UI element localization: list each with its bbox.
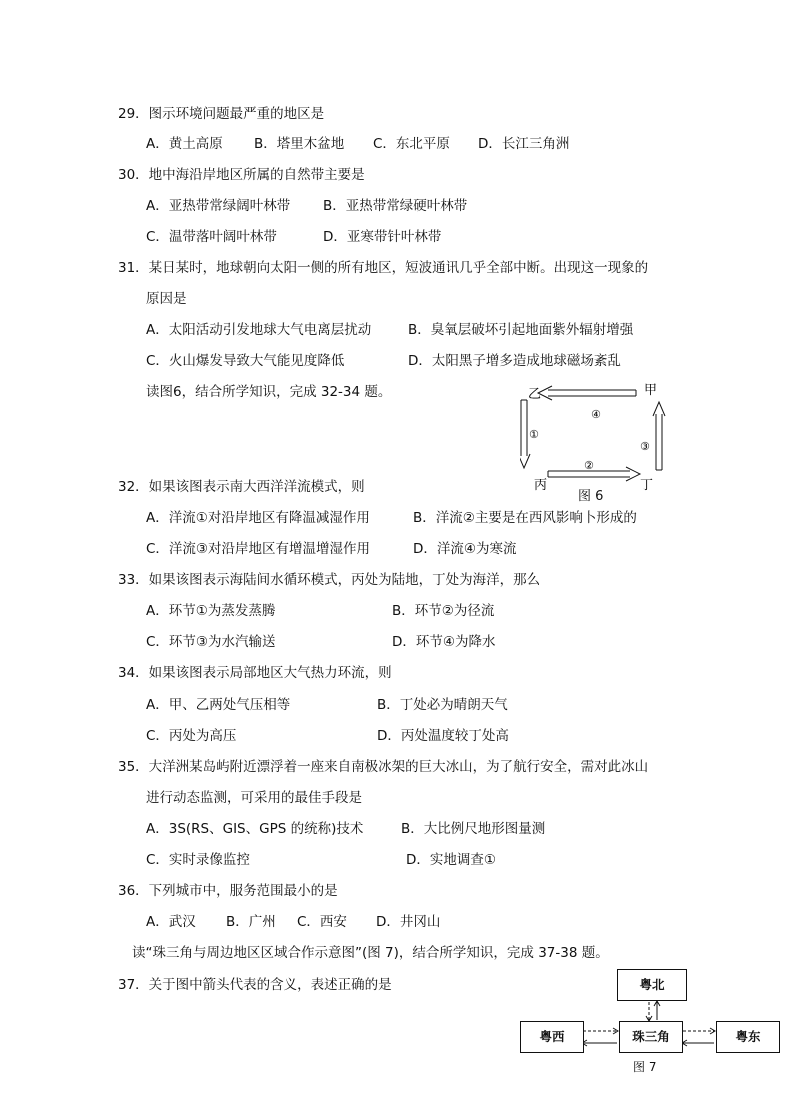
q31-stem-line2: 原因是 xyxy=(146,291,187,307)
q34-option-a: A．甲、乙两处气压相等 xyxy=(146,697,291,713)
q35-option-b: B．大比例尺地形图量测 xyxy=(401,821,546,837)
q31-stem-line1: 31．某日某时，地球朝向太阳一侧的所有地区，短波通讯几乎全部中断。出现这一现象的 xyxy=(118,260,649,276)
q30-option-a: A．亚热带常绿阔叶林带 xyxy=(146,198,291,214)
q36-option-c: C．西安 xyxy=(297,914,347,930)
q33-option-d: D．环节④为降水 xyxy=(392,634,496,650)
q29-option-c: C．东北平原 xyxy=(373,136,450,152)
q30-option-d: D．亚寒带针叶林带 xyxy=(323,229,442,245)
q32-option-c: C．洋流③对沿岸地区有增温增湿作用 xyxy=(146,541,371,557)
q32-option-b: B．洋流②主要是在西风影响卜形成的 xyxy=(413,510,637,526)
q36-option-b: B．广州 xyxy=(226,914,276,930)
q35-option-c: C．实时录像监控 xyxy=(146,852,250,868)
q32-option-d: D．洋流④为寒流 xyxy=(413,541,517,557)
label-c4: ④ xyxy=(591,408,601,421)
q31-option-b: B．臭氧层破坏引起地面紫外辐射增强 xyxy=(408,322,634,338)
q31-option-d: D．太阳黑子增多造成地球磁场紊乱 xyxy=(408,353,621,369)
q36-option-a: A．武汉 xyxy=(146,914,196,930)
intro-37-38: 读“珠三角与周边地区区域合作示意图”(图 7)，结合所学知识，完成 37-38 题。 xyxy=(132,945,609,961)
q33-option-a: A．环节①为蒸发蒸腾 xyxy=(146,603,276,619)
q29-option-b: B．塔里木盆地 xyxy=(254,136,345,152)
q29-option-d: D．长江三角洲 xyxy=(478,136,570,152)
arrow-center-east xyxy=(682,1028,715,1046)
box-yuebei: 粤北 xyxy=(617,969,687,1001)
q36-option-d: D．井冈山 xyxy=(376,914,441,930)
q30-option-b: B．亚热带常绿硬叶林带 xyxy=(323,198,468,214)
q30-stem: 30．地中海沿岸地区所属的自然带主要是 xyxy=(118,167,365,183)
q37-stem: 37．关于图中箭头代表的含义，表述正确的是 xyxy=(118,977,392,993)
q34-option-d: D．丙处温度较丁处高 xyxy=(377,728,509,744)
q35-option-d: D．实地调查① xyxy=(406,852,496,868)
q31-option-c: C．火山爆发导致大气能见度降低 xyxy=(146,353,345,369)
q35-option-a: A．3S(RS、GIS、GPS 的统称)技术 xyxy=(146,821,364,837)
arrow-3-right xyxy=(653,402,665,470)
arrow-west-center xyxy=(582,1028,618,1046)
q34-option-c: C．丙处为高压 xyxy=(146,728,237,744)
arrow-2-bottom xyxy=(548,467,640,481)
q32-option-a: A．洋流①对沿岸地区有降温减湿作用 xyxy=(146,510,370,526)
q34-stem: 34．如果该图表示局部地区大气热力环流，则 xyxy=(118,665,392,681)
arrow-4-top xyxy=(538,386,636,400)
q29-option-a: A．黄土高原 xyxy=(146,136,223,152)
label-ding: 丁 xyxy=(640,478,654,493)
label-bing: 丙 xyxy=(534,478,548,493)
label-yi: 乙 xyxy=(528,387,542,402)
q33-stem: 33．如果该图表示海陆间水循环模式，丙处为陆地，丁处为海洋，那么 xyxy=(118,572,541,588)
figure-6 xyxy=(520,378,680,503)
label-c2: ② xyxy=(584,459,594,472)
box-yuexi: 粤西 xyxy=(520,1021,584,1053)
intro-32-34: 读图6，结合所学知识，完成 32-34 题。 xyxy=(146,384,392,400)
arrow-north-center xyxy=(646,1001,660,1021)
box-yuedong: 粤东 xyxy=(716,1021,780,1053)
label-c3: ③ xyxy=(640,440,650,453)
q30-option-c: C．温带落叶阔叶林带 xyxy=(146,229,277,245)
q29-stem: 29．图示环境问题最严重的地区是 xyxy=(118,106,325,122)
q35-stem-line1: 35．大洋洲某岛屿附近漂浮着一座来自南极冰架的巨大冰山，为了航行安全，需对此冰山 xyxy=(118,759,649,775)
figure-7-caption: 图 7 xyxy=(633,1060,657,1074)
q31-option-a: A．太阳活动引发地球大气电离层扰动 xyxy=(146,322,372,338)
q33-option-b: B．环节②为径流 xyxy=(392,603,495,619)
figure-6-caption: 图 6 xyxy=(578,489,604,504)
q34-option-b: B．丁处必为晴朗天气 xyxy=(377,697,508,713)
q32-stem: 32．如果该图表示南大西洋洋流模式，则 xyxy=(118,479,365,495)
label-jia: 甲 xyxy=(644,383,658,398)
q36-stem: 36．下列城市中，服务范围最小的是 xyxy=(118,883,338,899)
label-c1: ① xyxy=(529,428,539,441)
q33-option-c: C．环节③为水汽输送 xyxy=(146,634,276,650)
q35-stem-line2: 进行动态监测，可采用的最佳手段是 xyxy=(146,790,362,806)
box-zhusanjiao: 珠三角 xyxy=(619,1021,683,1053)
